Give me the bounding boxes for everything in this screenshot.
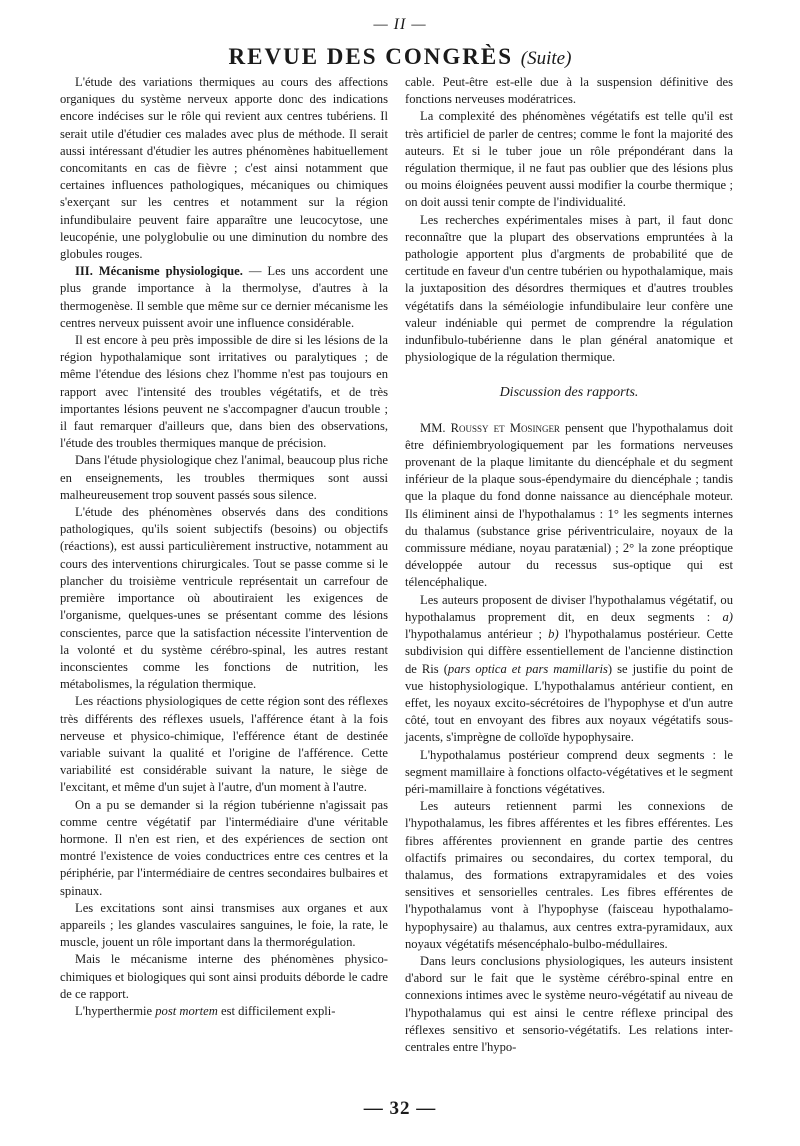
paragraph-text: l'hypothalamus antérieur ; bbox=[405, 627, 549, 642]
left-column bbox=[60, 74, 388, 1020]
paragraph: Dans leurs conclusions physiologiques, les auteurs insistent d'abord sur le fait que le système cérébro-spinal entre en connexions intimes avec le système neuro-végétatif au niveau de l'hypothalamus qui est ainsi le centre réflexe principal des réflexes sensitivo et sensorio-végétatifs. Les relations inter-centrales entre l'hypo- bbox=[405, 953, 733, 1054]
list-label: a) bbox=[722, 609, 733, 624]
paragraph bbox=[405, 592, 733, 747]
paragraph-text: ) se justifie du point de vue histophysiologique. L'hypothalamus antérieur contient, en effet, les noyaux excito-sécrétoires de l'hypophyse et d'un autre côté, tout en envoyant des fibres aux noyaux végétatifs sous-jacents, s'imprègne de colloïde hypophysaire. bbox=[405, 661, 733, 745]
paragraph: Les auteurs retiennent parmi les connexions de l'hypothalamus, les fibres afférentes et les fibres efférentes. Les fibres afférentes proviennent en grande partie des centres olfactifs primaires ou secondaires, du cortex temporal, du thalamus, des formations extrapyramidales et des voies sensitives et sensorielles centrales. Les fibres efférentes de l'hypothalamus vont à l'hypophyse (faisceau hypothalamo-hypophysaire) au thalamus, aux centres extra-pyramidaux, aux noyaux végétatifs mésencéphalo-bulbo-médullaires. bbox=[405, 799, 733, 951]
italic-term: post mortem bbox=[155, 1003, 218, 1018]
paragraph: Les réactions physiologiques de cette région sont des réflexes très différents des réflexes usuels, l'afférence étant à la fois nerveuse et physico-chimique, l'efférence étant de destinée variable suivant la qualité et l'origine de l'afférence. Cette variabilité est considérable suivant la nature, le siège de l'excitant, et même d'un sujet à l'autre, d'un moment à l'autre. bbox=[60, 694, 388, 795]
paragraph: Les excitations sont ainsi transmises aux organes et aux appareils ; les glandes vasculaires sanguines, le foie, la rate, le muscle, jouent un rôle important dans la thermorégulation. bbox=[60, 900, 388, 950]
italic-term: pars optica et pars mamillaris bbox=[447, 661, 608, 676]
paragraph: Dans l'étude physiologique chez l'animal, beaucoup plus riche en enseignements, les troubles thermiques sont aussi malheureusement trop souvent passés sous silence. bbox=[60, 453, 388, 502]
paragraph: Il est encore à peu près impossible de dire si les lésions de la région hypothalamique sont irritatives ou paralytiques ; de même l'étendue des lésions chez l'homme n'est pas toujours en rapport avec l'intensité des troubles végétatifs, et de très importantes lésions peuvent ne s'accompagner d'aucun trouble ; il faut remarquer d'ailleurs que, dans bien des observations, l'étude des troubles thermiques manque de précision. bbox=[60, 333, 388, 451]
author-names: MM. Roussy et Mosinger bbox=[420, 420, 560, 435]
paragraph: L'hypothalamus postérieur comprend deux segments : le segment mamillaire à fonctions olfacto-végétatives et le segment péri-mamillaire à fonctions végétatives. bbox=[405, 747, 733, 796]
paragraph: cable. Peut-être est-elle due à la suspension définitive des fonctions nerveuses modératrices. bbox=[405, 75, 733, 107]
paragraph bbox=[60, 1003, 388, 1020]
paragraph-text: est difficilement expli- bbox=[217, 1003, 336, 1018]
paragraph: Les recherches expérimentales mises à part, il faut donc reconnaître que la plupart des observations empruntées à la pathologie apportent plus d'argments de probabilité que de certitude en faveur d'un centre tubérien ou hypothalamique, mais la juxtaposition des désordres thermiques et d'autres troubles végétatifs dans la séméiologie infundibulaire leur confère une valeur indéniable qui permet de comprendre la régulation indunfibulo-tubérienne dans le plan général anatomique et physiologique de la régulation thermique. bbox=[405, 212, 733, 365]
paragraph: Mais le mécanisme interne des phénomènes physico-chimiques et biologiques qui sont ainsi produits déborde le cadre de ce rapport. bbox=[60, 952, 388, 1001]
paragraph bbox=[405, 420, 733, 592]
section-heading-mecanisme: III. Mécanisme physiologique. bbox=[75, 264, 243, 279]
paragraph-text: — Les uns accordent une plus grande importance à la thermolyse, d'autres à la thermogenèse. Il semble que même sur ce dernier mécanisme les centres nerveux puissent avoir une influence considérable. bbox=[60, 264, 389, 330]
paragraph-text: L'hyperthermie bbox=[75, 1003, 156, 1018]
paragraph: La complexité des phénomènes végétatifs est telle qu'il est très artificiel de parler de centres; comme le font la majorité des auteurs. Et si le tuber joue un rôle prépondérant dans la régulation thermique, il ne faut pas oublier que des lésions plus ou moins éloignées peuvent aussi modifier la courbe thermique ; on doit aussi tenir compte de l'individualité. bbox=[405, 109, 733, 210]
paragraph-text: pensent que l'hypothalamus doit être définiembryologiquement par les formations nerveuses provenant de la plaque limitante du diencéphale et du segment inférieur de la plaque sous-épendymaire du diencéphale ; tandis que la plaque du fond donne naissance au diencéphale moteur. Ils éliminent ainsi de l'hypothalamus : 1° les segments internes du thalamus (substance grise périventriculaire, noyaux de la commissure médiane, noyau paratænial) ; 2° la zone préoptique développée autour du recessus sus-optique qui est télencéphalique. bbox=[405, 420, 734, 590]
right-column bbox=[405, 74, 733, 1056]
page-title-suffix: (Suite) bbox=[520, 48, 572, 69]
list-label: b) bbox=[548, 627, 559, 642]
paragraph-text: Les auteurs proposent de diviser l'hypothalamus végétatif, ou hypothalamus proprement dit, en deux segments : bbox=[405, 592, 733, 624]
page-title bbox=[0, 44, 800, 72]
running-head-mark: — II — bbox=[373, 16, 427, 33]
paragraph: L'étude des variations thermiques au cours des affections organiques du système nerveux apporte donc des indications encore indécises sur le rôle qui revient aux centres tubériens. Il serait utile d'étudier ces malades avec plus de méthode. Il serait aussi intéressant d'étudier les autres phénomènes habituellement concomitants en cas de fièvre ; c'est ainsi notamment que certaines influences pathologiques, mécaniques ou chimiques s'exerçant sur les centres et notamment sur la région infundibulaire peuvent faire apparaître une leucocytose, une leucopénie, une polyglobulie ou une diminution du nombre des globules rouges. bbox=[60, 75, 388, 262]
page-title-text: REVUE DES CONGRÈS bbox=[228, 44, 514, 69]
paragraph bbox=[60, 263, 388, 332]
paragraph-text: l'hypothalamus postérieur. Cette subdivision qui diffère essentiellement de l'ancienne distinction de Ris ( bbox=[405, 627, 733, 676]
paragraph: On a pu se demander si la région tubérienne n'agissait pas comme centre végétatif par l'intermédiaire d'une véritable hormone. Il n'en est rien, et des expériences de section ont montré l'existence de voies conductrices entre ces centres et la périphérie, par l'intermédiaire de centres secondaires bulbaires et spinaux. bbox=[60, 797, 388, 898]
section-heading-discussion: Discussion des rapports. bbox=[499, 385, 639, 401]
page-number: — 32 — bbox=[363, 1098, 437, 1119]
paragraph: L'étude des phénomènes observés dans des conditions pathologiques, qu'ils soient subjectifs (besoins) ou objectifs (réactions), est aussi particulièrement instructive, notamment au cours des interventions chirurgicales. Tout se passe comme si le plancher du troisième ventricule représentait un carrefour de première importance où aboutiraient les exigences de l'organisme, quelques-unes se présentant comme des lésions conscientes, parce que la satisfaction nécessite l'intervention de la volonté et du système cérébro-spinal, les autres restant inconscientes comme les fonctions de nutrition, les métabolismes, la régulation thermique. bbox=[60, 505, 388, 692]
